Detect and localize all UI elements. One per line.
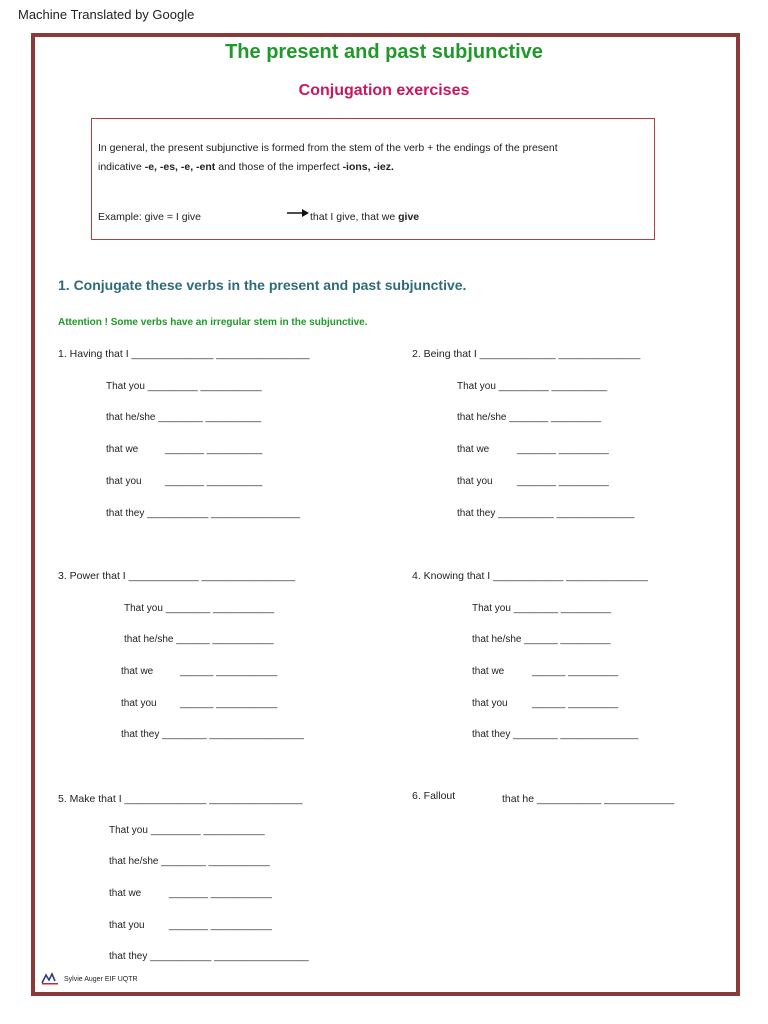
- exercise-1-row-label: that you: [106, 476, 142, 487]
- exercise-4-row: That you ________ _________: [472, 603, 612, 614]
- exercise-4-row-label: that we: [472, 666, 505, 677]
- exercise-1-row: that he/she ________ __________: [106, 412, 262, 423]
- exercise-3-row: that they ________ _________________: [121, 729, 304, 740]
- exercise-1-row: That you _________ ___________: [106, 381, 262, 392]
- exercise-5-heading: 5. Make that I ______________ ________________: [58, 793, 303, 805]
- example-bold-verb: give: [398, 211, 420, 223]
- exercise-1-row-blanks: _______ __________: [165, 444, 263, 455]
- exercise-6-heading: 6. Fallout: [412, 790, 456, 802]
- example-right: [310, 211, 419, 223]
- exercise-2-row: that he/she _______ _________: [457, 412, 602, 423]
- exercise-2-row-label: that you: [457, 476, 493, 487]
- exercise-3-row: That you ________ ___________: [124, 603, 275, 614]
- example-left: Example: give = I give: [98, 211, 202, 223]
- page-subtitle: Conjugation exercises: [298, 82, 470, 99]
- exercise-5-row: that they ___________ _________________: [109, 951, 309, 962]
- exercise-5-row: that he/she ________ ___________: [109, 856, 270, 867]
- exercise-1-row-blanks: _______ __________: [165, 476, 263, 487]
- exercise-3-row-label: that we: [121, 666, 154, 677]
- exercise-1-heading: 1. Having that I ______________ ________________: [58, 348, 310, 360]
- info-endings-imperfect: -ions, -iez.: [342, 161, 394, 173]
- exercise-5-row: That you _________ ___________: [109, 825, 265, 836]
- university-logo-icon: [40, 972, 60, 986]
- info-endings-present: -e, -es, -e, -ent: [144, 161, 216, 173]
- machine-translated-label: Machine Translated by Google: [18, 7, 195, 22]
- exercise-3-row-blanks: ______ ___________: [180, 666, 278, 677]
- info-line-1: In general, the present subjunctive is formed from the stem of the verb + the endings of the present: [98, 142, 558, 154]
- footer-credit: Sylvie Auger EIF UQTR: [64, 976, 138, 983]
- info-text: indicative: [98, 161, 145, 173]
- section-heading: 1. Conjugate these verbs in the present and past subjunctive.: [58, 277, 467, 293]
- exercise-3-row-label: that you: [121, 698, 157, 709]
- attention-note: Attention ! Some verbs have an irregular stem in the subjunctive.: [58, 317, 368, 328]
- exercise-1-row: that they ___________ ________________: [106, 508, 301, 519]
- info-line-2: [98, 161, 394, 173]
- exercise-2-row-blanks: _______ _________: [517, 476, 609, 487]
- exercise-4-row-blanks: ______ _________: [532, 698, 619, 709]
- example-text: that I give, that we: [310, 211, 399, 223]
- exercise-4-row-label: that you: [472, 698, 508, 709]
- exercise-5-row-label: that you: [109, 920, 145, 931]
- exercise-1-row-label: that we: [106, 444, 139, 455]
- exercise-4-row: that they ________ ______________: [472, 729, 639, 740]
- exercise-5-row-label: that we: [109, 888, 142, 899]
- exercise-5-row-blanks: _______ ___________: [169, 888, 272, 899]
- exercise-3-heading: 3. Power that I ____________ ________________: [58, 570, 296, 582]
- exercise-6-line: that he ___________ ____________: [502, 793, 675, 805]
- exercise-4-row: that he/she ______ _________: [472, 634, 611, 645]
- exercise-3-row-blanks: ______ ___________: [180, 698, 278, 709]
- exercise-2-row: That you _________ __________: [457, 381, 608, 392]
- exercise-2-row-label: that we: [457, 444, 490, 455]
- info-text: and those of the imperfect: [215, 161, 343, 173]
- exercise-2-row: that they __________ ______________: [457, 508, 635, 519]
- exercise-2-heading: 2. Being that I _____________ ______________: [412, 348, 641, 360]
- exercise-3-row: that he/she ______ ___________: [124, 634, 274, 645]
- exercise-2-row-blanks: _______ _________: [517, 444, 609, 455]
- arrow-right-icon: [287, 206, 309, 220]
- exercise-4-row-blanks: ______ _________: [532, 666, 619, 677]
- exercise-4-heading: 4. Knowing that I ____________ ______________: [412, 570, 648, 582]
- exercise-5-row-blanks: _______ ___________: [169, 920, 272, 931]
- page-title: The present and past subjunctive: [225, 41, 543, 63]
